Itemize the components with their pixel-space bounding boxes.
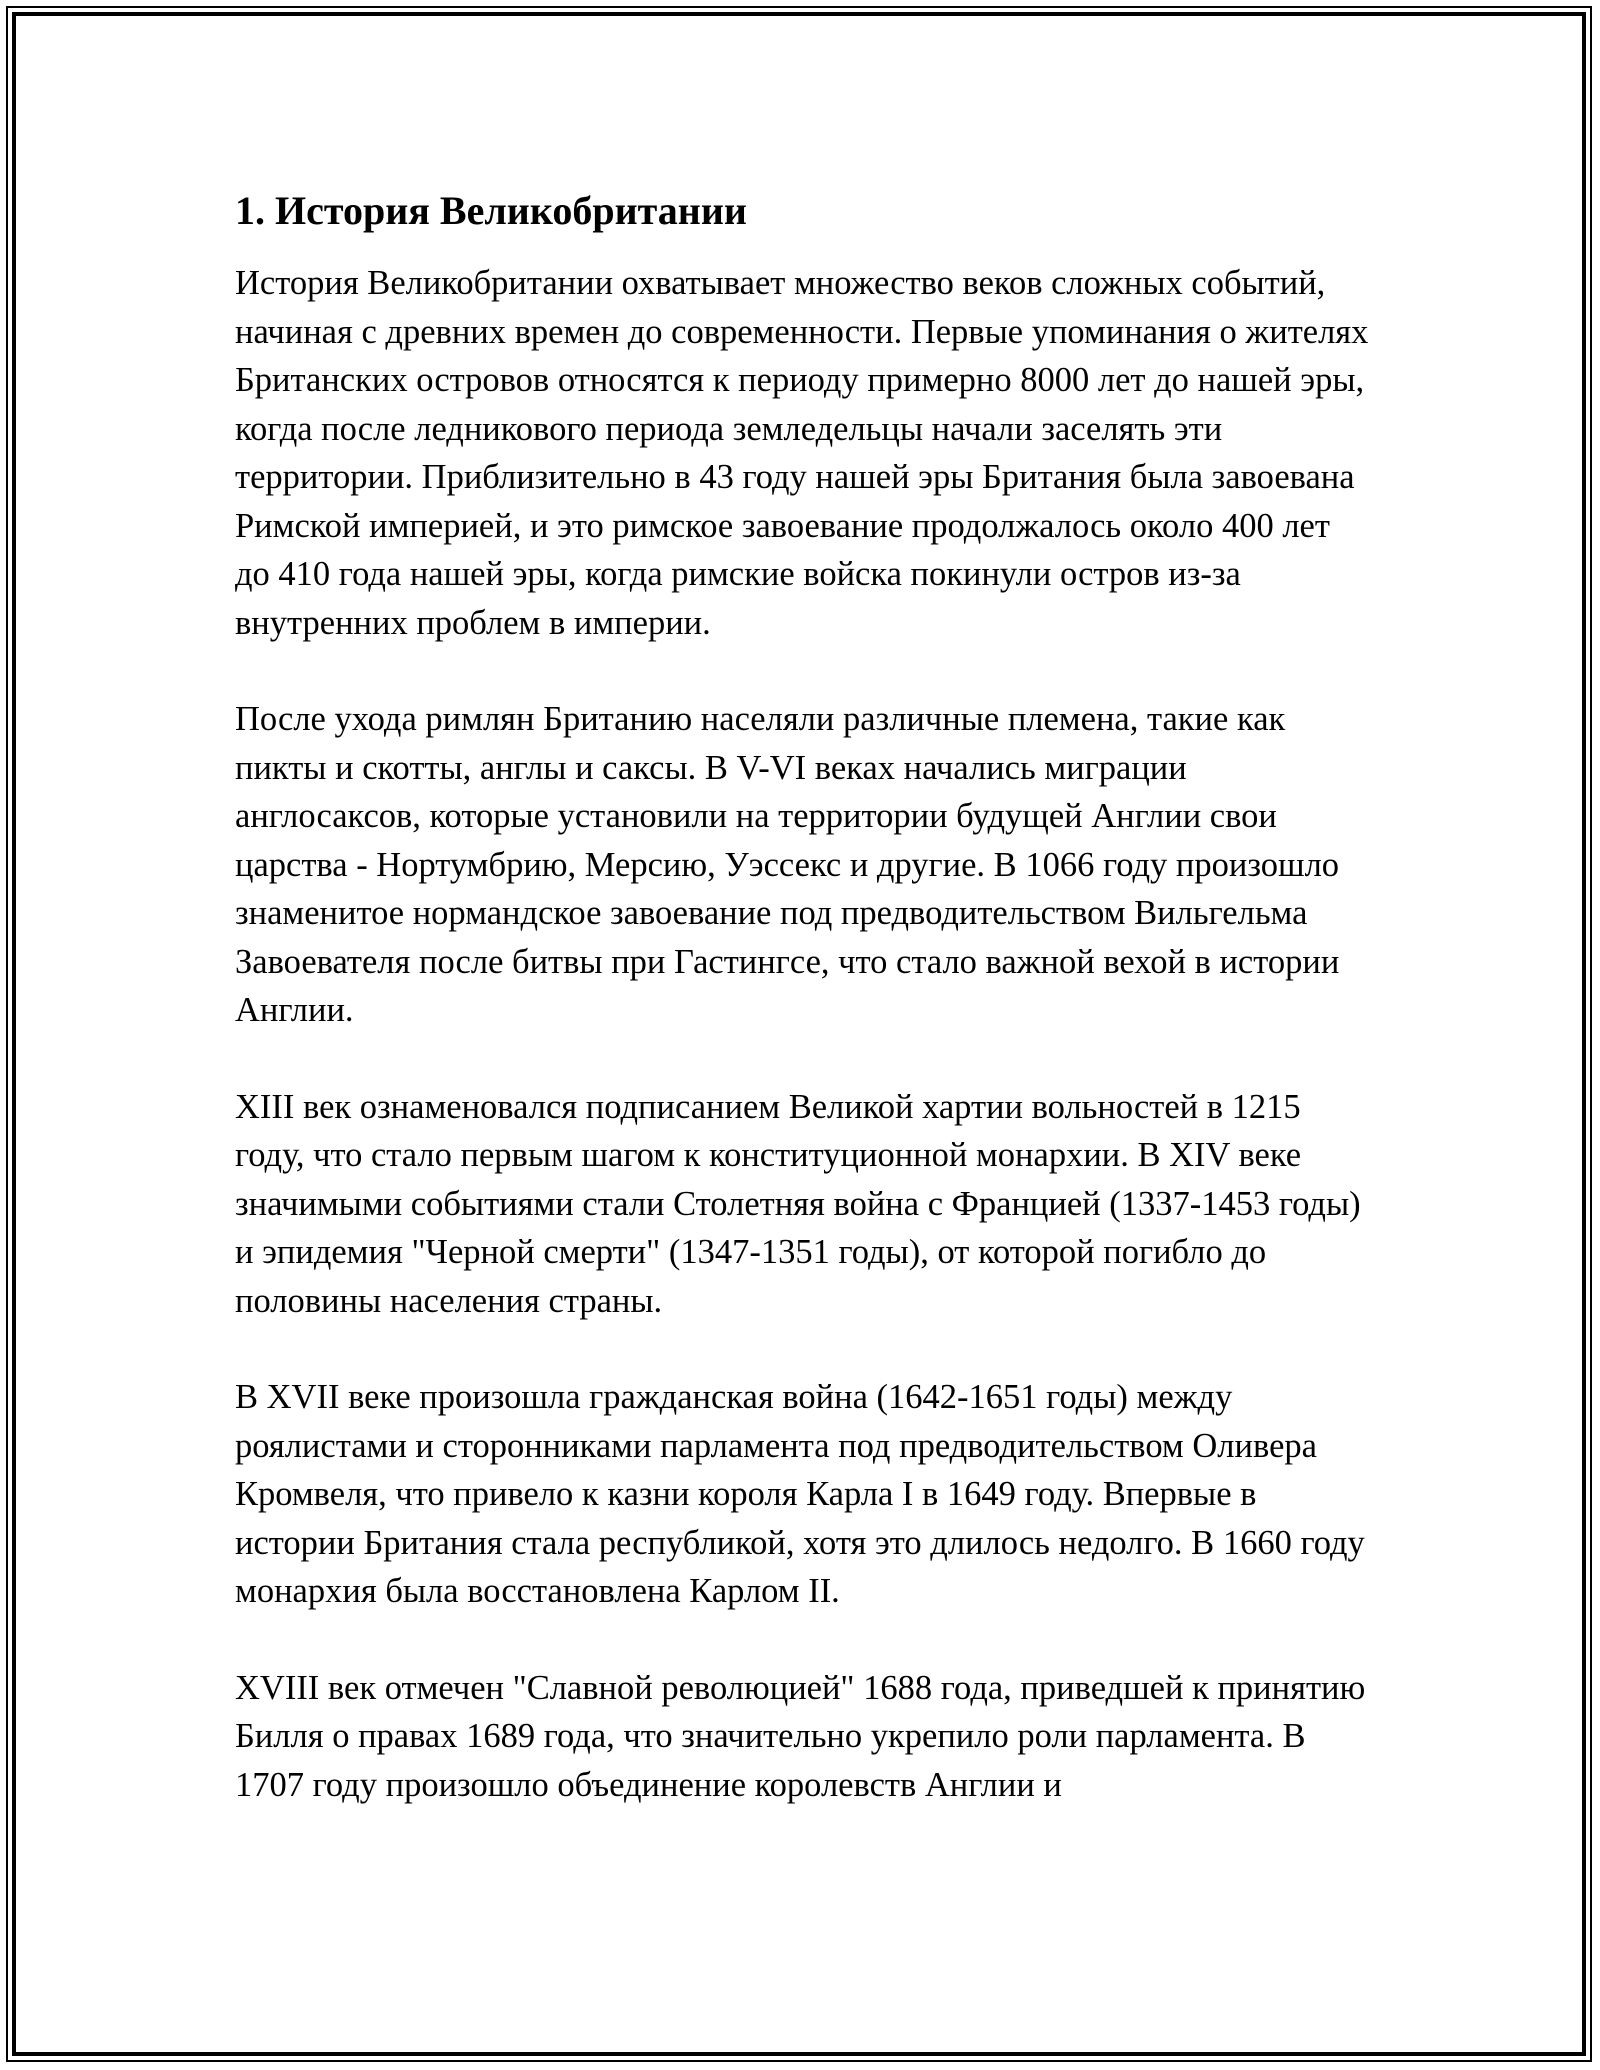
paragraph-13-14-centuries: XIII век ознаменовался подписанием Великой хартии вольностей в 1215 году, что стало первым шагом к конституционной монархии. В XIV веке значимыми событиями стали Столетняя война с Францией (1337-1453 годы) и эпидемия "Черной смерти" (1347-1351 годы), от которой погибло до половины населения страны. bbox=[235, 1087, 1361, 1320]
paragraph-anglo-saxon-norman: После ухода римлян Британию населяли различные племена, такие как пикты и скотты, англы и саксы. В V-VI веках начались миграции англосаксов, которые установили на территории будущей Англии свои царства - Нортумбрию, Мерсию, Уэссекс и другие. В 1066 году произошло знаменитое нормандское завоевание под предводительством Вильгельма Завоевателя после битвы при Гастингсе, что стало важной вехой в истории Англии. bbox=[235, 700, 1340, 1029]
paragraph-roman-era: История Великобритании охватывает множество веков сложных событий, начиная с древних времен до современности. Первые упоминания о жителях Британских островов относятся к периоду примерно 8000 лет до нашей эры, когда после ледникового периода земледельцы начали заселять эти территории. Приблизительно в 43 году нашей эры Британия была завоевана Римской империей, и это римское завоевание продолжалось около 400 лет до 410 года нашей эры, когда римские войска покинули остров из-за внутренних проблем в империи. bbox=[235, 264, 1369, 642]
paragraph-18-century: XVIII век отмечен "Славной революцией" 1688 года, приведшей к принятию Билля о правах 1689 года, что значительно укрепило роли парламента. В 1707 году произошло объединение королевств Англии и bbox=[235, 1668, 1366, 1804]
paragraph-17-century: В XVII веке произошла гражданская война (1642-1651 годы) между роялистами и сторонниками парламента под предводительством Оливера Кромвеля, что привело к казни короля Карла I в 1649 году. Впервые в истории Британия стала республикой, хотя это длилось недолго. В 1660 году монархия была восстановлена Карлом II. bbox=[235, 1378, 1365, 1610]
document-body bbox=[235, 185, 1370, 1857]
section-title: 1. История Великобритании bbox=[235, 188, 747, 233]
